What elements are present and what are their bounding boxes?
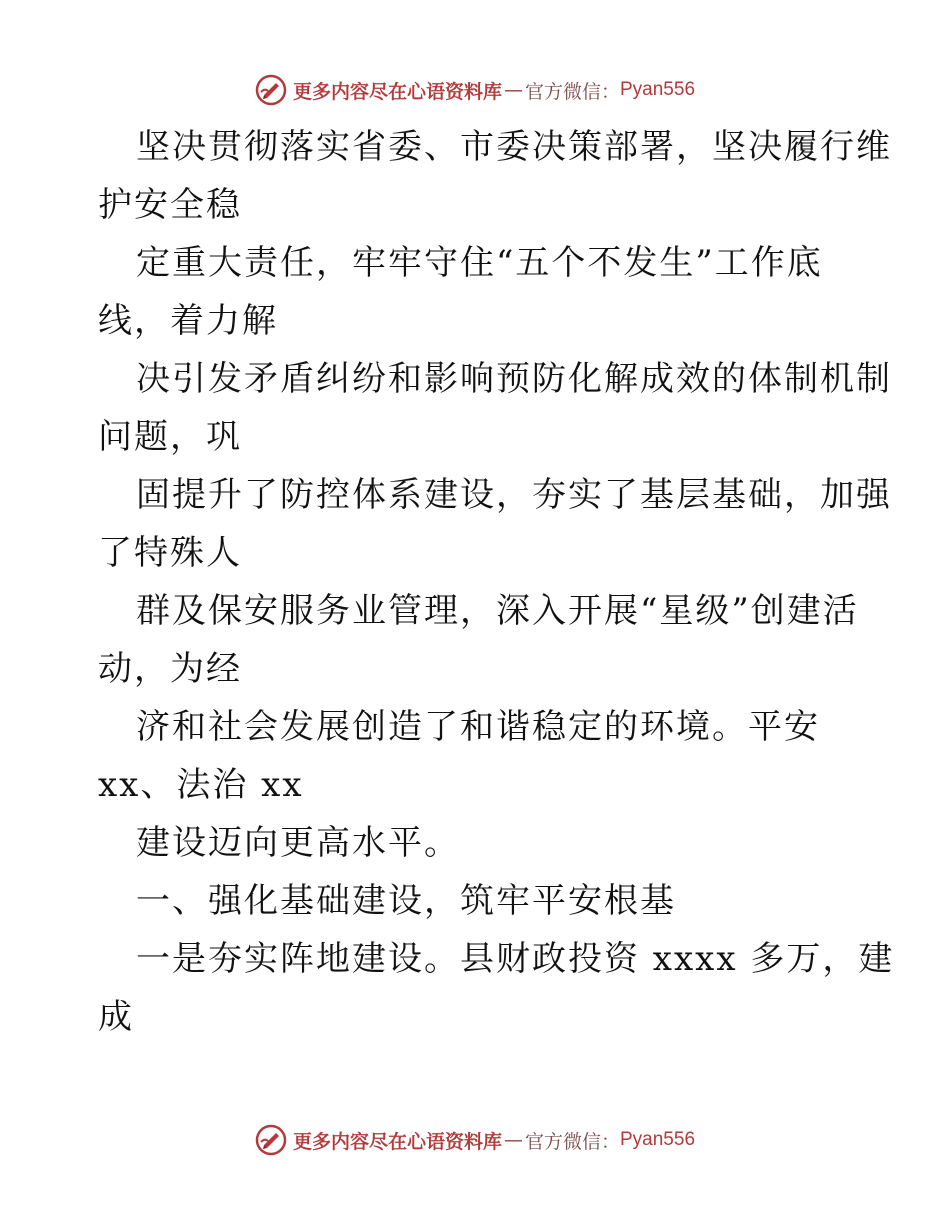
text-line: 护安全稳 [98, 185, 242, 225]
banner-wechat-label: 官方微信： [524, 1130, 620, 1153]
text-line: 成 [98, 997, 134, 1037]
text-line: 了特殊人 [98, 533, 242, 573]
text-line: 济和社会发展创造了和谐稳定的环境。平安 [136, 707, 820, 747]
document-body [98, 118, 895, 1046]
banner-wechat-id: Pyan556 [620, 79, 696, 100]
section-heading: 一、强化基础建设，筑牢平安根基 [136, 881, 676, 921]
banner-brand: 更多内容尽在心语资料库 [292, 1130, 502, 1153]
banner-wechat-id: Pyan556 [620, 1129, 696, 1150]
text-line: 定重大责任，牢牢守住“五个不发生”工作底 [136, 243, 823, 283]
text-line: 动，为经 [98, 649, 242, 689]
header-watermark [0, 70, 950, 110]
logo-icon [255, 74, 287, 106]
text-line: 决引发矛盾纠纷和影响预防化解成效的体制机制 [136, 359, 892, 399]
text-line: 线，着力解 [98, 301, 278, 341]
text-line: 建设迈向更高水平。 [136, 823, 460, 863]
text-line: 问题，巩 [98, 417, 242, 457]
footer-watermark [0, 1120, 950, 1160]
logo-icon [255, 1124, 287, 1156]
text-line: 一是夯实阵地建设。县财政投资 xxxx 多万，建 [136, 939, 895, 979]
banner-dash: — [503, 79, 523, 101]
text-line: 坚决贯彻落实省委、市委决策部署，坚决履行维 [136, 127, 892, 167]
banner-wechat-label: 官方微信： [524, 80, 620, 103]
banner-brand: 更多内容尽在心语资料库 [292, 80, 502, 103]
text-line: 固提升了防控体系建设，夯实了基层基础，加强 [136, 475, 892, 515]
banner-dash: — [503, 1129, 523, 1151]
text-line: 群及保安服务业管理，深入开展“星级”创建活 [136, 591, 859, 631]
text-line: xx、法治 xx [98, 765, 304, 805]
